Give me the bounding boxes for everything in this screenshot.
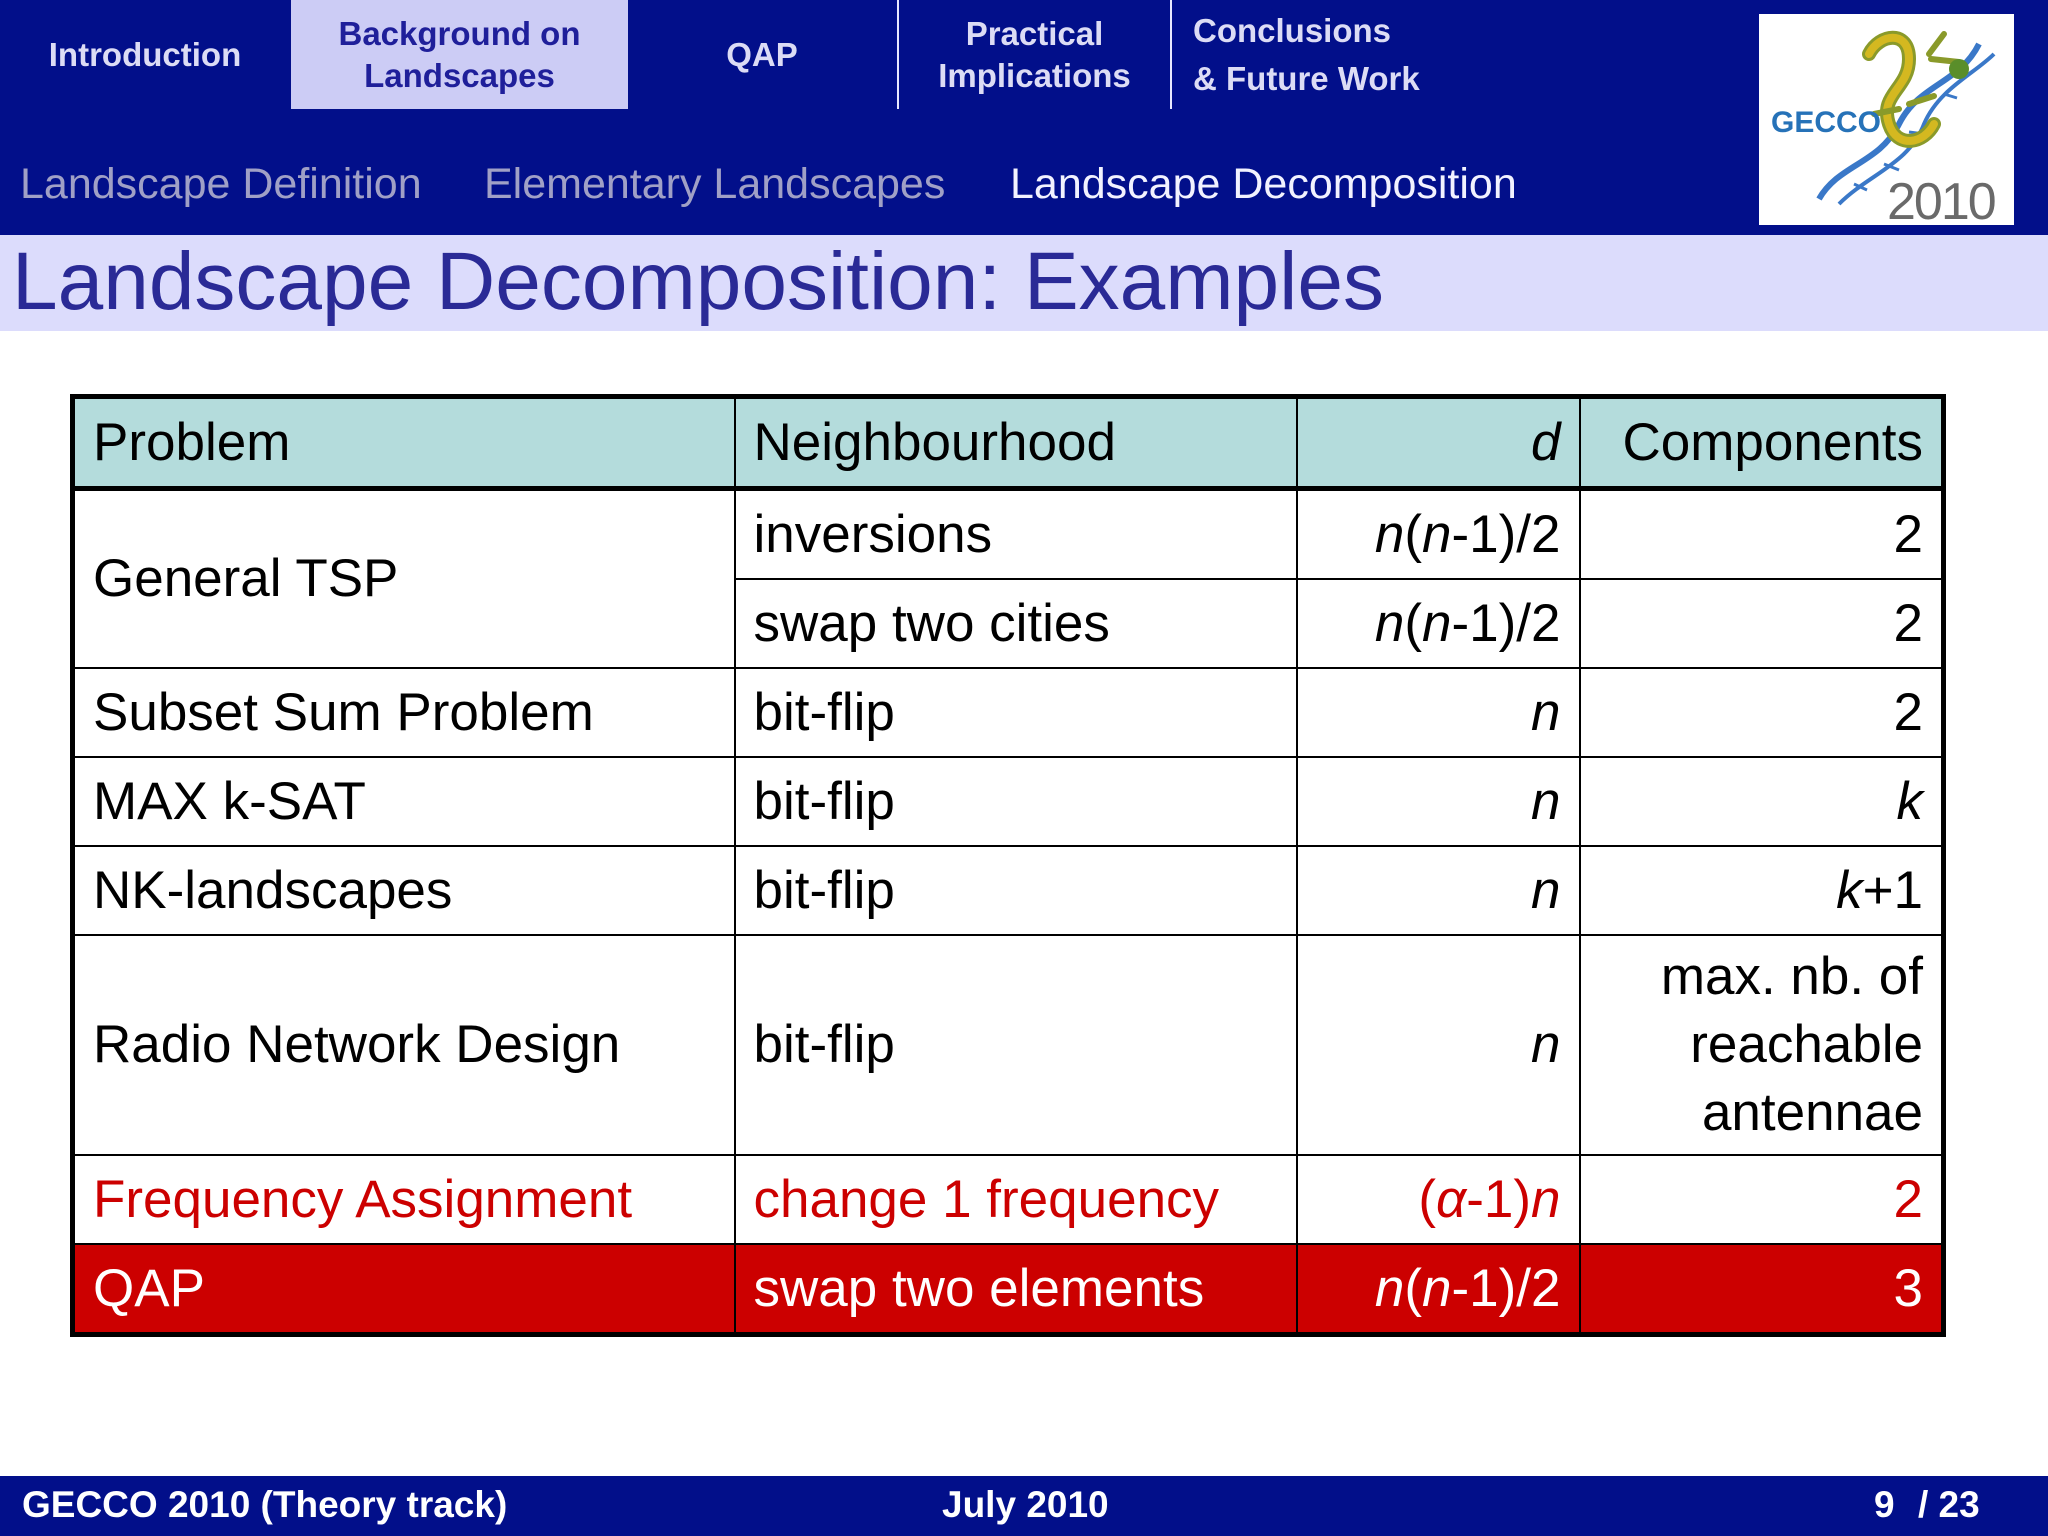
nav-label-line1: Background on <box>338 14 581 52</box>
cell-neighbourhood: change 1 frequency <box>735 1155 1297 1244</box>
cell-problem: General TSP <box>73 489 735 669</box>
header-components: Components <box>1580 397 1944 489</box>
cell-problem: Frequency Assignment <box>73 1155 735 1244</box>
nav-label-line1: Conclusions <box>1193 11 1392 49</box>
cell-problem: MAX k-SAT <box>73 757 735 846</box>
decomposition-table <box>70 394 1946 1337</box>
gecco-logo <box>1759 14 2014 231</box>
cell-d: n <box>1297 668 1580 757</box>
logo-text: GECCO <box>1771 106 1882 139</box>
slide-title: Landscape Decomposition: Examples <box>12 236 1384 327</box>
table-header-row <box>73 397 1944 489</box>
nav-label-line1: Practical <box>965 14 1104 52</box>
table-row <box>73 757 1944 846</box>
cell-components: 2 <box>1580 1155 1944 1244</box>
cell-components: max. nb. of reachable antennae <box>1580 935 1944 1155</box>
table-row <box>73 668 1944 757</box>
cell-components: 3 <box>1580 1244 1944 1335</box>
table-row-selected <box>73 1244 1944 1335</box>
header-bar <box>0 0 2048 235</box>
nav-section-conclusions[interactable] <box>1193 0 1453 109</box>
cell-components: 2 <box>1580 489 1944 580</box>
cell-d: (α-1)n <box>1297 1155 1580 1244</box>
table-row <box>73 935 1944 1155</box>
nav-label-line2: & Future Work <box>1193 59 1420 97</box>
nav-section-practical[interactable] <box>912 0 1157 109</box>
cell-d: n(n-1)/2 <box>1297 1244 1580 1335</box>
table-row <box>73 846 1944 935</box>
header-d: d <box>1297 397 1580 489</box>
logo-year: 2010 <box>1887 173 1995 231</box>
nav-divider <box>1170 0 1172 109</box>
nav-section-background[interactable] <box>291 0 628 109</box>
cell-problem: Radio Network Design <box>73 935 735 1155</box>
cell-neighbourhood: bit-flip <box>735 935 1297 1155</box>
header-neighbourhood: Neighbourhood <box>735 397 1297 489</box>
cell-d: n <box>1297 935 1580 1155</box>
header-problem: Problem <box>73 397 735 489</box>
cell-components: 2 <box>1580 579 1944 668</box>
footer-bar <box>0 1476 2048 1536</box>
table-row <box>73 489 1944 580</box>
subnav-landscape-definition[interactable]: Landscape Definition <box>20 160 422 208</box>
cell-components: k+1 <box>1580 846 1944 935</box>
cell-neighbourhood: swap two elements <box>735 1244 1297 1335</box>
nav-section-introduction[interactable] <box>14 0 276 109</box>
cell-components: k <box>1580 757 1944 846</box>
footer-date: July 2010 <box>942 1484 1109 1525</box>
nav-label-line2: Implications <box>938 56 1131 94</box>
table-row-highlight <box>73 1155 1944 1244</box>
cell-neighbourhood: swap two cities <box>735 579 1297 668</box>
nav-label-line2: Landscapes <box>364 56 555 94</box>
nav-section-qap[interactable] <box>672 0 852 109</box>
nav-divider <box>897 0 899 109</box>
cell-problem: NK-landscapes <box>73 846 735 935</box>
cell-d: n(n-1)/2 <box>1297 579 1580 668</box>
cell-d: n <box>1297 846 1580 935</box>
cell-neighbourhood: bit-flip <box>735 668 1297 757</box>
cell-components: 2 <box>1580 668 1944 757</box>
cell-problem: QAP <box>73 1244 735 1335</box>
cell-problem: Subset Sum Problem <box>73 668 735 757</box>
footer-page-total: / 23 <box>1918 1484 1980 1525</box>
subnav-landscape-decomposition[interactable]: Landscape Decomposition <box>1010 160 1517 208</box>
cell-neighbourhood: bit-flip <box>735 757 1297 846</box>
cell-neighbourhood: inversions <box>735 489 1297 580</box>
cell-neighbourhood: bit-flip <box>735 846 1297 935</box>
cell-d: n <box>1297 757 1580 846</box>
cell-d: n(n-1)/2 <box>1297 489 1580 580</box>
footer-conference: GECCO 2010 (Theory track) <box>22 1484 508 1525</box>
nav-label: QAP <box>726 35 798 73</box>
nav-label: Introduction <box>48 35 242 73</box>
footer-page-number: 9 <box>1874 1484 1895 1525</box>
subnav-elementary-landscapes[interactable]: Elementary Landscapes <box>484 160 946 208</box>
